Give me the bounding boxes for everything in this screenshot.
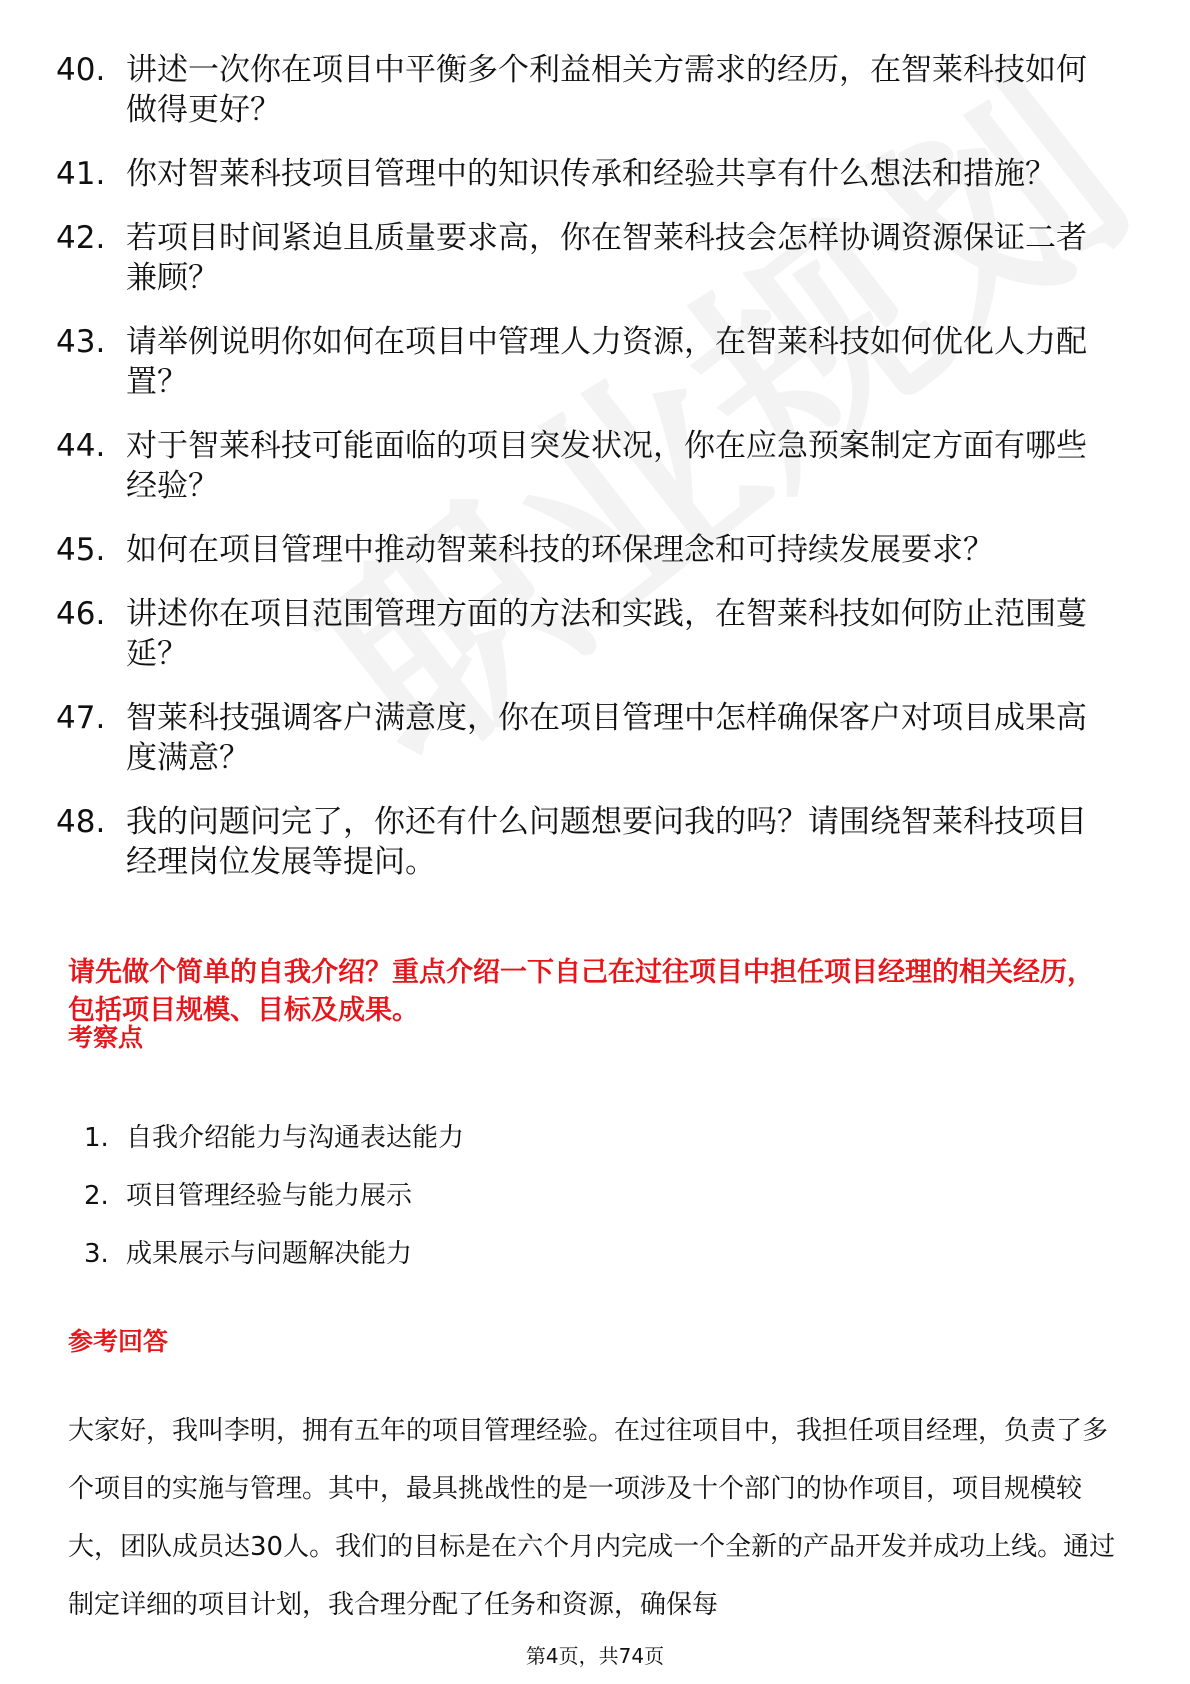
kaocha-point [84, 1120, 1084, 1178]
question-number: 48. [56, 804, 106, 840]
question-item [56, 154, 1116, 194]
kaocha-point [84, 1178, 1084, 1236]
kaocha-heading: 考察点 [68, 1023, 144, 1052]
question-item [56, 530, 1116, 570]
point-text: 项目管理经验与能力展示 [126, 1181, 413, 1211]
question-number: 44. [56, 428, 106, 464]
question-item [56, 426, 1116, 506]
point-number: 3. [84, 1239, 109, 1269]
point-text: 成果展示与问题解决能力 [126, 1239, 413, 1269]
question-text: 对于智莱科技可能面临的项目突发状况，你在应急预案制定方面有哪些经验？ [126, 428, 1087, 504]
question-text: 若项目时间紧迫且质量要求高，你在智莱科技会怎样协调资源保证二者兼顾？ [126, 220, 1087, 296]
point-number: 2. [84, 1181, 109, 1211]
question-list [56, 50, 1116, 906]
question-text: 如何在项目管理中推动智莱科技的环保理念和可持续发展要求？ [126, 532, 994, 568]
kaocha-point [84, 1236, 1084, 1294]
page-footer: 第4页，共74页 [525, 1644, 665, 1668]
question-text: 智莱科技强调客户满意度，你在项目管理中怎样确保客户对项目成果高度满意？ [126, 700, 1087, 776]
question-number: 45. [56, 532, 106, 568]
question-number: 43. [56, 324, 106, 360]
question-item [56, 50, 1116, 130]
question-item [56, 698, 1116, 778]
question-item [56, 218, 1116, 298]
question-text: 我的问题问完了，你还有什么问题想要问我的吗？请围绕智莱科技项目经理岗位发展等提问。 [126, 804, 1087, 880]
question-text: 你对智莱科技项目管理中的知识传承和经验共享有什么想法和措施？ [126, 156, 1056, 192]
answer-heading: 参考回答 [68, 1327, 169, 1356]
point-number: 1. [84, 1123, 109, 1153]
question-text: 请举例说明你如何在项目中管理人力资源，在智莱科技如何优化人力配置？ [126, 324, 1087, 400]
question-text: 讲述你在项目范围管理方面的方法和实践，在智莱科技如何防止范围蔓延？ [126, 596, 1087, 672]
kaocha-points [84, 1120, 1084, 1294]
question-number: 47. [56, 700, 106, 736]
question-number: 40. [56, 52, 106, 88]
question-item [56, 802, 1116, 882]
question-text: 讲述一次你在项目中平衡多个利益相关方需求的经历，在智莱科技如何做得更好？ [126, 52, 1087, 128]
question-item [56, 594, 1116, 674]
question-number: 46. [56, 596, 106, 632]
answer-paragraph: 大家好，我叫李明，拥有五年的项目管理经验。在过往项目中，我担任项目经理，负责了多个项目的实施与管理。其中，最具挑战性的是一项涉及十个部门的协作项目，项目规模较大，团队成员达30人。我们的目标是在六个月内完成一个全新的产品开发并成功上线。通过制定详细的项目计划，我合理分配了任务和资源，确保每 [68, 1416, 1116, 1620]
question-number: 41. [56, 156, 106, 192]
question-number: 42. [56, 220, 106, 256]
question-item [56, 322, 1116, 402]
point-text: 自我介绍能力与沟通表达能力 [126, 1123, 465, 1153]
highlight-question: 请先做个简单的自我介绍？重点介绍一下自己在过往项目中担任项目经理的相关经历，包括项目规模、目标及成果。 [68, 957, 1094, 1026]
